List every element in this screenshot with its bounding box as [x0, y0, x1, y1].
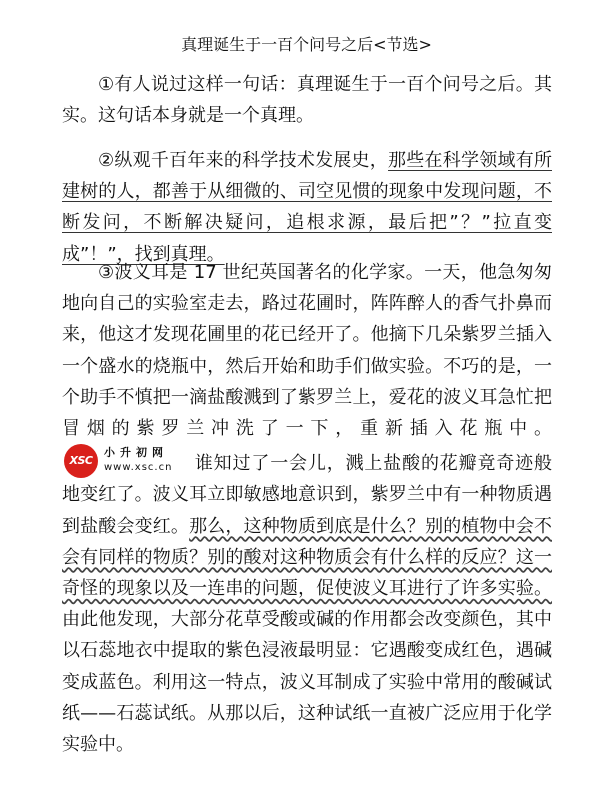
paragraph-2: [62, 145, 552, 270]
xsc-logo-url: www.xsc.cn: [104, 462, 173, 474]
xsc-logo-name: 小升初网: [104, 446, 168, 460]
paragraph-2-intro: ②纵观千百年来的科学技术发展史，: [98, 150, 389, 171]
paragraph-3-part-4: 由此他发现，大部分花草受酸或碱的作用都会改变颜色，其中以石蕊地衣中提取的紫色浸液最明显：它遇酸变成红色，遇碱变成蓝色。利用这一特点，波义耳制成了实验中常用的酸碱试纸——石蕊试纸。从那以后，这种试纸一直被广泛应用于化学实验中。: [62, 609, 552, 756]
paragraph-3-wavy-underlined: 那么，这种物质到底是什么？别的植物中会不会有同样的物质？别的酸对这种物质会有什么样的反应？这一奇怪的现象以及一连串的问题，促使波义耳进行了许多实验。: [62, 515, 552, 600]
paragraph-2-underlined: 那些在科学领域有所建树的人，都善于从细微的、司空见惯的现象中发现问题，不断发问，不断解决疑问，追根求源，最后把”？”拉直变成”！”，找到真理。: [62, 150, 552, 265]
xsc-logo: [64, 444, 190, 478]
xsc-logo-mark: XSC: [64, 444, 98, 478]
paragraph-3: [62, 257, 552, 760]
paragraph-1: ①有人说过这样一句话：真理诞生于一百个问号之后。其实。这句话本身就是一个真理。: [62, 74, 552, 127]
paragraph-3-part-2: 谁知过了一会儿，溅上盐酸的花瓣竟奇迹般地变红了。波义耳立即敏感地意识到，紫罗兰中有一种物质遇到盐酸会变红。: [62, 453, 552, 537]
article-title: 真理诞生于一百个问号之后<节选>: [181, 35, 432, 54]
paragraph-3-part-1: ③波义耳是 17 世纪英国著名的化学家。一天，他急匆匆地向自己的实验室走去，路过花圃时，阵阵醉人的香气扑鼻而来，他这才发现花圃里的花已经开了。他摘下几朵紫罗兰插入一个盛水的烧瓶中，然后开始和助手们做实验。不巧的是，一个助手不慎把一滴盐酸溅到了紫罗兰上，爱花的波义耳急忙把冒烟的紫罗兰冲洗了一下，重新插入花瓶中。: [62, 262, 552, 440]
